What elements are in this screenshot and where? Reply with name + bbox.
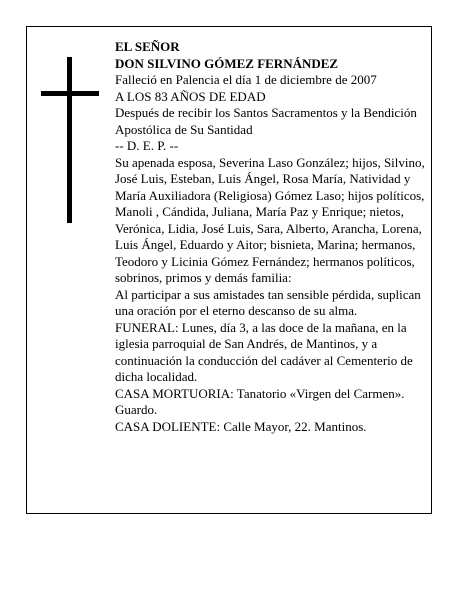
prayer-request: Al participar a sus amistades tan sensible pérdida, suplican una oración por el eterno descanso de su alma. (115, 286, 421, 318)
obituary-text (115, 39, 427, 435)
obituary-notice (26, 26, 432, 514)
rip-line: -- D. E. P. -- (115, 138, 179, 153)
sacraments-line: Después de recibir los Santos Sacramentos y la Bendición Apostólica de Su Santidad (115, 105, 417, 137)
cross-icon (41, 57, 99, 223)
mourning-house-info: CASA DOLIENTE: Calle Mayor, 22. Mantinos. (115, 418, 367, 434)
funeral-info: FUNERAL: Lunes, día 3, a las doce de la mañana, en la iglesia parroquial de San Andrés, de Mantinos, y a continuación la conducción del cadáver al Cementerio de dicha localidad. (115, 319, 413, 384)
deceased-name: DON SILVINO GÓMEZ FERNÁNDEZ (115, 55, 339, 71)
mortuary-info: CASA MORTUORIA: Tanatorio «Virgen del Carmen». Guardo. (115, 385, 405, 417)
family-paragraph: Su apenada esposa, Severina Laso González; hijos, Silvino, José Luis, Esteban, Luis Ángel, Rosa María, Natividad y María Auxiliadora (Religiosa) Gómez Laso; hijos políticos, Manoli , Cándida, Juliana, María Paz y Enrique; nietos, Verónica, Lidia, José Luis, Sara, Alberto, Arancha, Lorena, Luis Ángel, Eduardo y Aitor; bisnieta, Marina; hermanos, Teodoro y Licinia Gómez Fernández; hermanos políticos, sobrinos, primos y demás familia: (115, 154, 425, 285)
age-line: A LOS 83 AÑOS DE EDAD (115, 88, 266, 104)
death-announcement: Falleció en Palencia el día 1 de diciembre de 2007 (115, 72, 377, 87)
heading-title: EL SEÑOR (115, 39, 180, 54)
